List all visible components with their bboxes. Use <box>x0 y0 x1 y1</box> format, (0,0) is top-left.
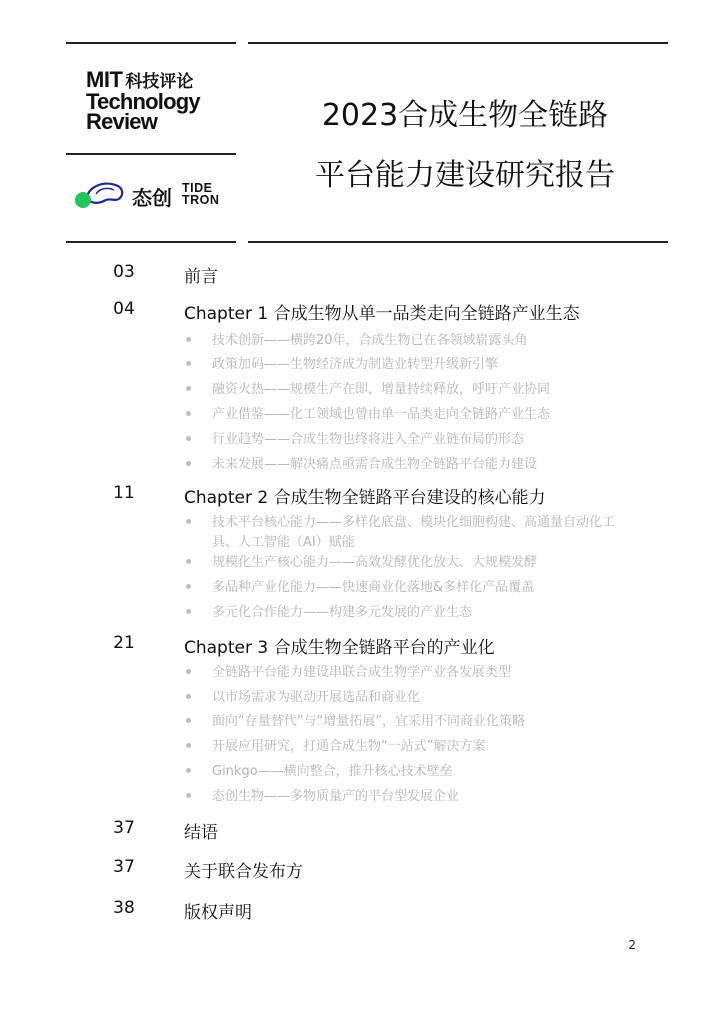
toc-subentry-text: 融资火热——规模生产在即，增量持续释放，呼吁产业协同 <box>212 382 551 397</box>
toc-page-number: 04 <box>113 299 135 319</box>
toc-page-number: 37 <box>113 818 135 838</box>
bullet-icon <box>186 361 191 366</box>
tidetron-logo-en-line1: TIDE <box>182 181 213 195</box>
bullet-icon <box>186 768 191 773</box>
mit-logo-line3: Review <box>86 109 158 134</box>
bullet-icon <box>186 337 191 342</box>
report-title <box>280 86 650 206</box>
toc-entry-copyright[interactable] <box>0 898 724 924</box>
mit-logo-cn: 科技评论 <box>125 72 194 91</box>
toc-subentry-text: 行业趋势——合成生物也终将进入全产业链布局的形态 <box>212 432 525 447</box>
toc-entry-label: Chapter 3 合成生物全链路平台的产业化 <box>184 638 495 658</box>
bullet-icon <box>186 609 191 614</box>
toc-page-number: 03 <box>113 262 135 282</box>
page-number: 2 <box>628 938 636 952</box>
toc-page-number: 21 <box>113 633 135 653</box>
toc-entry-chapter-1[interactable] <box>0 299 724 325</box>
bullet-icon <box>186 718 191 723</box>
mit-logo-line1: MIT <box>86 67 123 92</box>
bullet-icon <box>186 436 191 441</box>
mid-rule-left <box>66 153 236 155</box>
tidetron-logo <box>74 178 244 212</box>
toc-entry-preface[interactable] <box>0 262 724 288</box>
toc-subentry-text: 多元化合作能力——构建多元发展的产业生态 <box>212 605 473 620</box>
tidetron-logo-en <box>182 182 219 206</box>
toc-subentry-text: 以市场需求为驱动开展选品和商业化 <box>212 690 421 705</box>
toc-page-number: 37 <box>113 857 135 877</box>
toc-entry-conclusion[interactable] <box>0 818 724 844</box>
bullet-icon <box>186 461 191 466</box>
toc-subentry-text: 规模化生产核心能力——高效发酵优化放大、大规模发酵 <box>212 555 538 570</box>
toc-subentry-text: 全链路平台能力建设串联合成生物学产业各发展类型 <box>212 665 512 680</box>
toc-entry-chapter-3[interactable] <box>0 633 724 659</box>
toc-subentry-text: 开展应用研究，打通合成生物“一站式”解决方案 <box>212 739 486 754</box>
bullet-icon <box>186 584 191 589</box>
toc-page-number: 11 <box>113 483 135 503</box>
bullet-icon <box>186 669 191 674</box>
toc-subentry-text: 多品种产业化能力——快速商业化落地&多样化产品覆盖 <box>212 580 535 595</box>
bullet-icon <box>186 793 191 798</box>
bottom-rule-right <box>248 241 668 243</box>
toc-subentry-text: 未来发展——解决痛点亟需合成生物全链路平台能力建设 <box>212 457 538 472</box>
bullet-icon <box>186 559 191 564</box>
bullet-icon <box>186 411 191 416</box>
bullet-icon <box>186 743 191 748</box>
bullet-icon <box>186 519 191 524</box>
mit-technology-review-logo <box>86 67 200 134</box>
top-rule-right <box>248 42 668 44</box>
bottom-rule-left <box>66 241 236 243</box>
toc-entry-label: 前言 <box>184 267 218 287</box>
toc-subentry-text: 面向“存量替代”与“增量拓展”，宜采用不同商业化策略 <box>212 714 525 729</box>
toc-entry-about-publishers[interactable] <box>0 857 724 883</box>
toc-subentry-text: 政策加码——生物经济成为制造业转型升级新引擎 <box>212 357 499 372</box>
toc-subentry-text: 态创生物——多物质量产的平台型发展企业 <box>212 789 460 804</box>
toc-subentry-text: Ginkgo——横向整合，推升核心技术壁垒 <box>212 764 453 779</box>
top-rule-left <box>66 42 236 44</box>
toc-subentry-text: 产业借鉴——化工领域也曾由单一品类走向全链路产业生态 <box>212 407 551 422</box>
toc-entry-label: Chapter 1 合成生物从单一品类走向全链路产业生态 <box>184 304 580 324</box>
tidetron-logo-en-line2: TRON <box>182 193 220 207</box>
mit-logo-line2: Technology <box>86 89 200 114</box>
bullet-icon <box>186 386 191 391</box>
toc-entry-label: Chapter 2 合成生物全链路平台建设的核心能力 <box>184 488 546 508</box>
toc-entry-label: 关于联合发布方 <box>184 862 303 882</box>
toc-entry-label: 结语 <box>184 823 218 843</box>
tidetron-wave-icon <box>74 178 128 210</box>
tidetron-logo-cn: 态创 <box>132 186 172 210</box>
toc-page-number: 38 <box>113 898 135 918</box>
report-title-line2: 平台能力建设研究报告 <box>315 158 615 193</box>
bullet-icon <box>186 694 191 699</box>
report-title-line1: 2023合成生物全链路 <box>321 98 609 133</box>
toc-subentry-text: 技术平台核心能力——多样化底盘、模块化细胞构建、高通量自动化工具、人工智能（AI）赋能 <box>212 515 616 550</box>
toc-subentry-text: 技术创新——横跨20年，合成生物已在各领域崭露头角 <box>212 333 528 348</box>
toc-entry-chapter-2[interactable] <box>0 483 724 509</box>
toc-entry-label: 版权声明 <box>184 903 252 923</box>
